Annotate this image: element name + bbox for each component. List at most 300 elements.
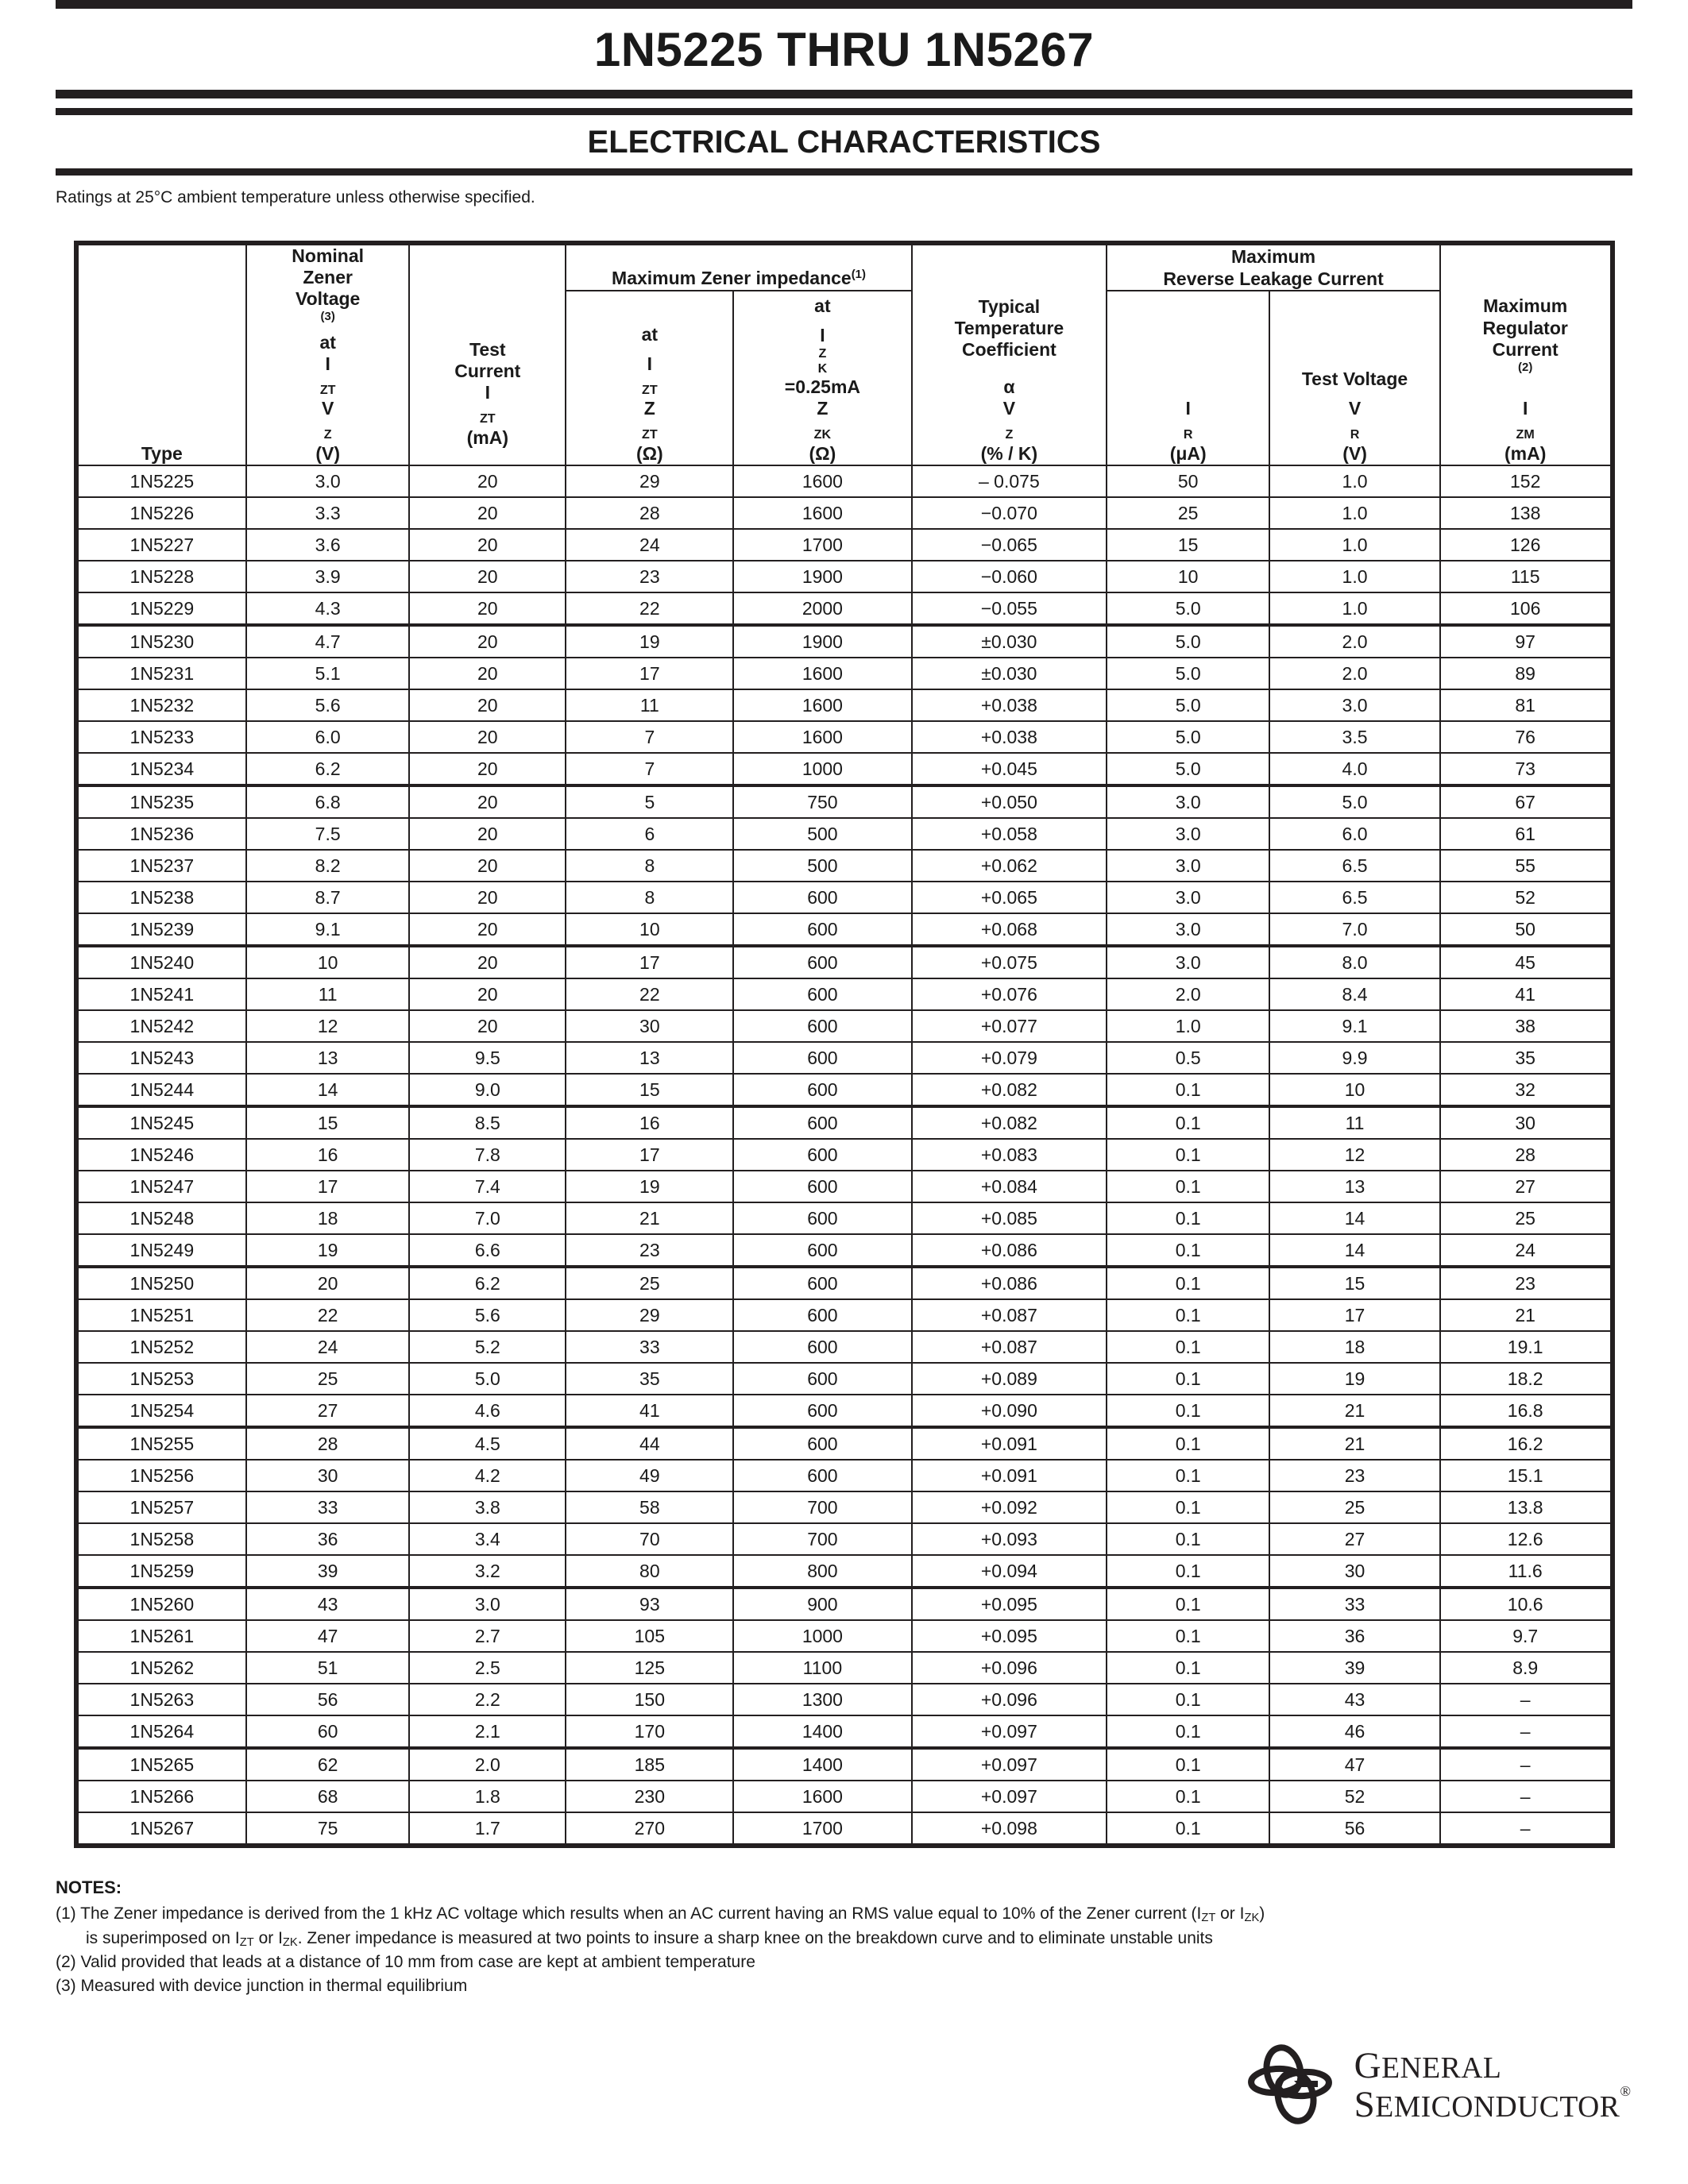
cell-zzk: 600: [733, 1106, 911, 1139]
cell-zzt: 125: [566, 1652, 733, 1684]
table-row: [76, 913, 1613, 946]
table-row: [76, 1812, 1613, 1846]
cell-ir: 0.1: [1107, 1267, 1269, 1299]
table-row: [76, 1652, 1613, 1684]
cell-vz: 16: [246, 1139, 409, 1171]
cell-type: 1N5262: [76, 1652, 247, 1684]
cell-alpha-vz: +0.085: [912, 1202, 1107, 1234]
cell-alpha-vz: +0.090: [912, 1395, 1107, 1427]
cell-izm: 16.8: [1440, 1395, 1613, 1427]
cell-alpha-vz: +0.083: [912, 1139, 1107, 1171]
rlc-line2: Reverse Leakage Current: [1163, 268, 1384, 289]
cell-vr: 23: [1269, 1460, 1440, 1491]
cell-type: 1N5254: [76, 1395, 247, 1427]
cell-alpha-vz: +0.058: [912, 818, 1107, 850]
table-row: [76, 1684, 1613, 1715]
cell-alpha-vz: +0.092: [912, 1491, 1107, 1523]
cell-zzk: 1900: [733, 561, 911, 592]
cell-alpha-vz: +0.097: [912, 1715, 1107, 1748]
cell-alpha-vz: +0.094: [912, 1555, 1107, 1588]
cell-zzt: 58: [566, 1491, 733, 1523]
cell-izm: 41: [1440, 978, 1613, 1010]
cell-izm: 19.1: [1440, 1331, 1613, 1363]
table-row: [76, 465, 1613, 497]
cell-vz: 30: [246, 1460, 409, 1491]
cell-alpha-vz: ±0.030: [912, 625, 1107, 658]
cell-alpha-vz: +0.082: [912, 1106, 1107, 1139]
cell-izt: 5.0: [409, 1363, 566, 1395]
cell-zzk: 1000: [733, 1620, 911, 1652]
cell-type: 1N5230: [76, 625, 247, 658]
cell-ir: 0.1: [1107, 1620, 1269, 1652]
cell-izt: 3.0: [409, 1588, 566, 1620]
cell-type: 1N5240: [76, 946, 247, 978]
cell-type: 1N5264: [76, 1715, 247, 1748]
group-header-zener-impedance: [566, 243, 911, 291]
cell-type: 1N5265: [76, 1748, 247, 1781]
cell-izt: 20: [409, 753, 566, 785]
table-row: [76, 497, 1613, 529]
table-row: [76, 753, 1613, 785]
cell-type: 1N5228: [76, 561, 247, 592]
cell-type: 1N5227: [76, 529, 247, 561]
note-1-line-1: (1) The Zener impedance is derived from the 1 kHz AC voltage which results when an AC current having an RMS value equal to 10% of the Zener current ($I_{ZT}$ or $I_{ZK}$): [56, 1904, 1265, 1924]
table-row: [76, 561, 1613, 592]
cell-ir: 3.0: [1107, 818, 1269, 850]
cell-zzk: 600: [733, 1267, 911, 1299]
cell-zzt: 6: [566, 818, 733, 850]
cell-vz: 3.3: [246, 497, 409, 529]
cell-vr: 1.0: [1269, 529, 1440, 561]
cell-izm: 35: [1440, 1042, 1613, 1074]
cell-zzt: 150: [566, 1684, 733, 1715]
cell-vr: 14: [1269, 1202, 1440, 1234]
cell-alpha-vz: −0.060: [912, 561, 1107, 592]
cell-zzt: 8: [566, 850, 733, 882]
cell-vr: 33: [1269, 1588, 1440, 1620]
cell-zzt: 41: [566, 1395, 733, 1427]
page-title: 1N5225 THRU 1N5267: [593, 23, 1095, 76]
table-row: [76, 1267, 1613, 1299]
cell-vz: 4.3: [246, 592, 409, 625]
cell-izm: 50: [1440, 913, 1613, 946]
cell-zzt: 7: [566, 753, 733, 785]
cell-type: 1N5263: [76, 1684, 247, 1715]
cell-izt: 20: [409, 818, 566, 850]
cell-izm: 9.7: [1440, 1620, 1613, 1652]
cell-vz: 5.1: [246, 658, 409, 689]
cell-izt: 20: [409, 529, 566, 561]
registered-trademark-icon: ®: [1620, 2082, 1631, 2099]
cell-izt: 9.0: [409, 1074, 566, 1106]
cell-ir: 5.0: [1107, 721, 1269, 753]
cell-alpha-vz: −0.055: [912, 592, 1107, 625]
cell-vr: 9.1: [1269, 1010, 1440, 1042]
cell-izt: 20: [409, 850, 566, 882]
cell-vz: 4.7: [246, 625, 409, 658]
cell-type: 1N5257: [76, 1491, 247, 1523]
cell-ir: 5.0: [1107, 592, 1269, 625]
cell-vz: 33: [246, 1491, 409, 1523]
cell-alpha-vz: – 0.075: [912, 465, 1107, 497]
cell-izm: 23: [1440, 1267, 1613, 1299]
footnote-ref-3: (3): [320, 310, 335, 324]
cell-zzt: 33: [566, 1331, 733, 1363]
cell-type: 1N5250: [76, 1267, 247, 1299]
cell-vr: 4.0: [1269, 753, 1440, 785]
cell-ir: 3.0: [1107, 850, 1269, 882]
cell-type: 1N5225: [76, 465, 247, 497]
cell-vz: 8.2: [246, 850, 409, 882]
cell-vz: 12: [246, 1010, 409, 1042]
cell-izm: 97: [1440, 625, 1613, 658]
cell-izt: 8.5: [409, 1106, 566, 1139]
cell-alpha-vz: +0.087: [912, 1299, 1107, 1331]
cell-type: 1N5251: [76, 1299, 247, 1331]
cell-type: 1N5244: [76, 1074, 247, 1106]
cell-vr: 30: [1269, 1555, 1440, 1588]
cell-zzt: 105: [566, 1620, 733, 1652]
cell-zzt: 13: [566, 1042, 733, 1074]
cell-izm: 13.8: [1440, 1491, 1613, 1523]
cell-zzt: 17: [566, 1139, 733, 1171]
cell-ir: 0.1: [1107, 1363, 1269, 1395]
cell-ir: 5.0: [1107, 658, 1269, 689]
cell-vr: 56: [1269, 1812, 1440, 1846]
zzt-line3: Z $_{ZT}$ (Ω): [635, 398, 663, 464]
cell-vz: 3.6: [246, 529, 409, 561]
cell-izt: 20: [409, 592, 566, 625]
cell-zzk: 600: [733, 1234, 911, 1267]
cell-zzk: 500: [733, 818, 911, 850]
tcoef-line1: Typical: [978, 295, 1041, 317]
cell-zzt: 22: [566, 978, 733, 1010]
cell-type: 1N5252: [76, 1331, 247, 1363]
group-header-zener-impedance-label: Maximum Zener impedance: [612, 268, 852, 289]
cell-type: 1N5247: [76, 1171, 247, 1202]
cell-izm: –: [1440, 1715, 1613, 1748]
cell-vr: 46: [1269, 1715, 1440, 1748]
table-header: [76, 243, 1613, 465]
ir-line1: I $_R$ (μA): [1169, 398, 1207, 464]
cell-vr: 11: [1269, 1106, 1440, 1139]
cell-izm: 126: [1440, 529, 1613, 561]
cell-type: 1N5235: [76, 785, 247, 818]
tcoef-line2: Temperature: [954, 317, 1064, 338]
cell-vr: 18: [1269, 1331, 1440, 1363]
cell-vz: 13: [246, 1042, 409, 1074]
cell-vr: 14: [1269, 1234, 1440, 1267]
cell-vr: 6.5: [1269, 882, 1440, 913]
izm-line4: I $_{ZM}$ (mA): [1504, 398, 1547, 464]
cell-zzt: 22: [566, 592, 733, 625]
cell-ir: 0.1: [1107, 1491, 1269, 1523]
cell-zzk: 600: [733, 882, 911, 913]
cell-ir: 1.0: [1107, 1010, 1269, 1042]
table-row: [76, 1106, 1613, 1139]
cell-zzt: 44: [566, 1427, 733, 1460]
cell-vz: 17: [246, 1171, 409, 1202]
cell-ir: 0.1: [1107, 1748, 1269, 1781]
cell-zzt: 17: [566, 946, 733, 978]
cell-zzk: 1600: [733, 497, 911, 529]
cell-zzt: 21: [566, 1202, 733, 1234]
table-row: [76, 1331, 1613, 1363]
cell-ir: 5.0: [1107, 753, 1269, 785]
cell-vz: 7.5: [246, 818, 409, 850]
cell-izm: 30: [1440, 1106, 1613, 1139]
table-row: [76, 689, 1613, 721]
cell-zzk: 600: [733, 1202, 911, 1234]
cell-izm: –: [1440, 1684, 1613, 1715]
cell-izm: 28: [1440, 1139, 1613, 1171]
cell-izt: 2.5: [409, 1652, 566, 1684]
table-row: [76, 1715, 1613, 1748]
cell-type: 1N5237: [76, 850, 247, 882]
tcoef-line4: α V $_Z$ (% / K): [980, 376, 1038, 464]
cell-alpha-vz: +0.065: [912, 882, 1107, 913]
cell-izm: 67: [1440, 785, 1613, 818]
cell-zzk: 600: [733, 1139, 911, 1171]
cell-alpha-vz: +0.086: [912, 1234, 1107, 1267]
cell-zzt: 28: [566, 497, 733, 529]
cell-alpha-vz: +0.087: [912, 1331, 1107, 1363]
cell-alpha-vz: +0.096: [912, 1652, 1107, 1684]
cell-zzk: 600: [733, 1299, 911, 1331]
vr-line2: V $_R$ (V): [1342, 398, 1367, 464]
cell-zzt: 16: [566, 1106, 733, 1139]
cell-vr: 52: [1269, 1781, 1440, 1812]
cell-vr: 25: [1269, 1491, 1440, 1523]
cell-type: 1N5256: [76, 1460, 247, 1491]
cell-ir: 0.1: [1107, 1074, 1269, 1106]
section-rule-bottom: [56, 168, 1632, 176]
cell-zzt: 29: [566, 1299, 733, 1331]
cell-type: 1N5267: [76, 1812, 247, 1846]
cell-vz: 62: [246, 1748, 409, 1781]
cell-zzt: 23: [566, 561, 733, 592]
cell-vr: 36: [1269, 1620, 1440, 1652]
cell-zzk: 1300: [733, 1684, 911, 1715]
cell-ir: 3.0: [1107, 913, 1269, 946]
cell-vr: 5.0: [1269, 785, 1440, 818]
cell-ir: 0.1: [1107, 1684, 1269, 1715]
cell-zzk: 1400: [733, 1715, 911, 1748]
cell-vz: 3.0: [246, 465, 409, 497]
cell-izm: 11.6: [1440, 1555, 1613, 1588]
cell-vr: 3.0: [1269, 689, 1440, 721]
cell-vr: 19: [1269, 1363, 1440, 1395]
cell-izt: 6.2: [409, 1267, 566, 1299]
cell-alpha-vz: +0.079: [912, 1042, 1107, 1074]
cell-ir: 0.1: [1107, 1202, 1269, 1234]
cell-type: 1N5258: [76, 1523, 247, 1555]
table-row: [76, 1202, 1613, 1234]
cell-zzk: 600: [733, 1363, 911, 1395]
cell-zzt: 230: [566, 1781, 733, 1812]
cell-izm: 21: [1440, 1299, 1613, 1331]
cell-zzk: 600: [733, 978, 911, 1010]
cell-ir: 0.5: [1107, 1042, 1269, 1074]
cell-izt: 20: [409, 497, 566, 529]
logo-line-general: GENERAL: [1354, 2044, 1502, 2086]
table-row: [76, 1491, 1613, 1523]
cell-izm: 16.2: [1440, 1427, 1613, 1460]
cell-type: 1N5253: [76, 1363, 247, 1395]
cell-alpha-vz: −0.070: [912, 497, 1107, 529]
cell-zzt: 19: [566, 1171, 733, 1202]
group-header-reverse-leakage-current: [1107, 243, 1440, 291]
cell-zzk: 600: [733, 1460, 911, 1491]
cell-izt: 2.2: [409, 1684, 566, 1715]
zzk-line1: at: [814, 295, 831, 316]
cell-zzk: 600: [733, 1331, 911, 1363]
cell-alpha-vz: +0.045: [912, 753, 1107, 785]
nzv-line1: Nominal: [292, 245, 365, 266]
cell-izt: 4.2: [409, 1460, 566, 1491]
tc-line2: Current: [454, 361, 521, 382]
cell-type: 1N5255: [76, 1427, 247, 1460]
table-row: [76, 721, 1613, 753]
cell-izm: 76: [1440, 721, 1613, 753]
cell-type: 1N5241: [76, 978, 247, 1010]
cell-izt: 20: [409, 625, 566, 658]
section-title: ELECTRICAL CHARACTERISTICS: [587, 125, 1101, 160]
table-row: [76, 1234, 1613, 1267]
cell-izm: 89: [1440, 658, 1613, 689]
cell-vr: 8.0: [1269, 946, 1440, 978]
cell-izm: 61: [1440, 818, 1613, 850]
logo-line-semiconductor: SEMICONDUCTOR®: [1354, 2082, 1631, 2125]
table-row: [76, 785, 1613, 818]
cell-ir: 0.1: [1107, 1588, 1269, 1620]
cell-izt: 3.8: [409, 1491, 566, 1523]
cell-type: 1N5231: [76, 658, 247, 689]
cell-izm: 32: [1440, 1074, 1613, 1106]
cell-vr: 1.0: [1269, 592, 1440, 625]
cell-vr: 13: [1269, 1171, 1440, 1202]
cell-zzk: 1600: [733, 1781, 911, 1812]
cell-zzk: 1700: [733, 529, 911, 561]
table-row: [76, 1363, 1613, 1395]
zzk-line2: I $_{Z K}$ =0.25mA: [784, 324, 861, 398]
table-row: [76, 850, 1613, 882]
cell-izt: 20: [409, 946, 566, 978]
cell-izm: 45: [1440, 946, 1613, 978]
table-row: [76, 1460, 1613, 1491]
cell-alpha-vz: +0.089: [912, 1363, 1107, 1395]
cell-type: 1N5238: [76, 882, 247, 913]
cell-vz: 8.7: [246, 882, 409, 913]
cell-alpha-vz: +0.093: [912, 1523, 1107, 1555]
cell-izt: 2.7: [409, 1620, 566, 1652]
cell-izm: 81: [1440, 689, 1613, 721]
cell-zzt: 49: [566, 1460, 733, 1491]
cell-alpha-vz: +0.095: [912, 1620, 1107, 1652]
col-header-max-regulator-current: [1440, 243, 1613, 465]
cell-vr: 47: [1269, 1748, 1440, 1781]
cell-alpha-vz: +0.082: [912, 1074, 1107, 1106]
table-row: [76, 1555, 1613, 1588]
cell-ir: 0.1: [1107, 1523, 1269, 1555]
cell-ir: 0.1: [1107, 1106, 1269, 1139]
cell-zzt: 17: [566, 658, 733, 689]
footnote-ref-2: (2): [1518, 360, 1533, 374]
table-row: [76, 1523, 1613, 1555]
table-row: [76, 1781, 1613, 1812]
col-header-test-current: [409, 243, 566, 465]
cell-vz: 75: [246, 1812, 409, 1846]
table-row: [76, 882, 1613, 913]
general-semiconductor-loop-icon: [1246, 2044, 1340, 2127]
cell-ir: 0.1: [1107, 1460, 1269, 1491]
nzv-line5: I $_{ZT}$: [319, 353, 336, 398]
cell-zzk: 600: [733, 1042, 911, 1074]
cell-izm: 55: [1440, 850, 1613, 882]
cell-vr: 39: [1269, 1652, 1440, 1684]
cell-zzt: 8: [566, 882, 733, 913]
electrical-characteristics-table-wrap: [74, 241, 1615, 1848]
nzv-line2: Zener: [303, 267, 353, 288]
cell-ir: 25: [1107, 497, 1269, 529]
cell-type: 1N5243: [76, 1042, 247, 1074]
cell-vz: 51: [246, 1652, 409, 1684]
header-rule-middle: [56, 90, 1632, 98]
cell-izm: 152: [1440, 465, 1613, 497]
cell-zzk: 600: [733, 1171, 911, 1202]
cell-zzk: 700: [733, 1523, 911, 1555]
cell-type: 1N5245: [76, 1106, 247, 1139]
cell-izm: 24: [1440, 1234, 1613, 1267]
cell-izt: 20: [409, 465, 566, 497]
cell-vr: 12: [1269, 1139, 1440, 1171]
table-row: [76, 1588, 1613, 1620]
cell-zzk: 1400: [733, 1748, 911, 1781]
notes-title: NOTES:: [56, 1877, 122, 1897]
logo-wordmark: [1354, 2044, 1631, 2125]
cell-ir: 10: [1107, 561, 1269, 592]
cell-vr: 10: [1269, 1074, 1440, 1106]
cell-izt: 6.6: [409, 1234, 566, 1267]
cell-vz: 36: [246, 1523, 409, 1555]
cell-vz: 3.9: [246, 561, 409, 592]
cell-ir: 0.1: [1107, 1234, 1269, 1267]
cell-ir: 0.1: [1107, 1171, 1269, 1202]
cell-vz: 11: [246, 978, 409, 1010]
cell-vr: 8.4: [1269, 978, 1440, 1010]
footnote-ref-1: (1): [851, 268, 866, 282]
cell-zzt: 25: [566, 1267, 733, 1299]
cell-type: 1N5249: [76, 1234, 247, 1267]
cell-alpha-vz: +0.075: [912, 946, 1107, 978]
note-3: (3) Measured with device junction in thermal equilibrium: [56, 1977, 468, 1996]
cell-vr: 27: [1269, 1523, 1440, 1555]
cell-ir: 0.1: [1107, 1331, 1269, 1363]
cell-vz: 6.2: [246, 753, 409, 785]
col-header-nominal-zener-voltage: [246, 243, 409, 465]
cell-izt: 20: [409, 689, 566, 721]
cell-vz: 60: [246, 1715, 409, 1748]
table-row: [76, 1748, 1613, 1781]
cell-type: 1N5248: [76, 1202, 247, 1234]
cell-izm: –: [1440, 1748, 1613, 1781]
cell-izt: 9.5: [409, 1042, 566, 1074]
cell-zzk: 1100: [733, 1652, 911, 1684]
cell-alpha-vz: +0.084: [912, 1171, 1107, 1202]
cell-vz: 28: [246, 1427, 409, 1460]
cell-izt: 5.2: [409, 1331, 566, 1363]
cell-vz: 5.6: [246, 689, 409, 721]
